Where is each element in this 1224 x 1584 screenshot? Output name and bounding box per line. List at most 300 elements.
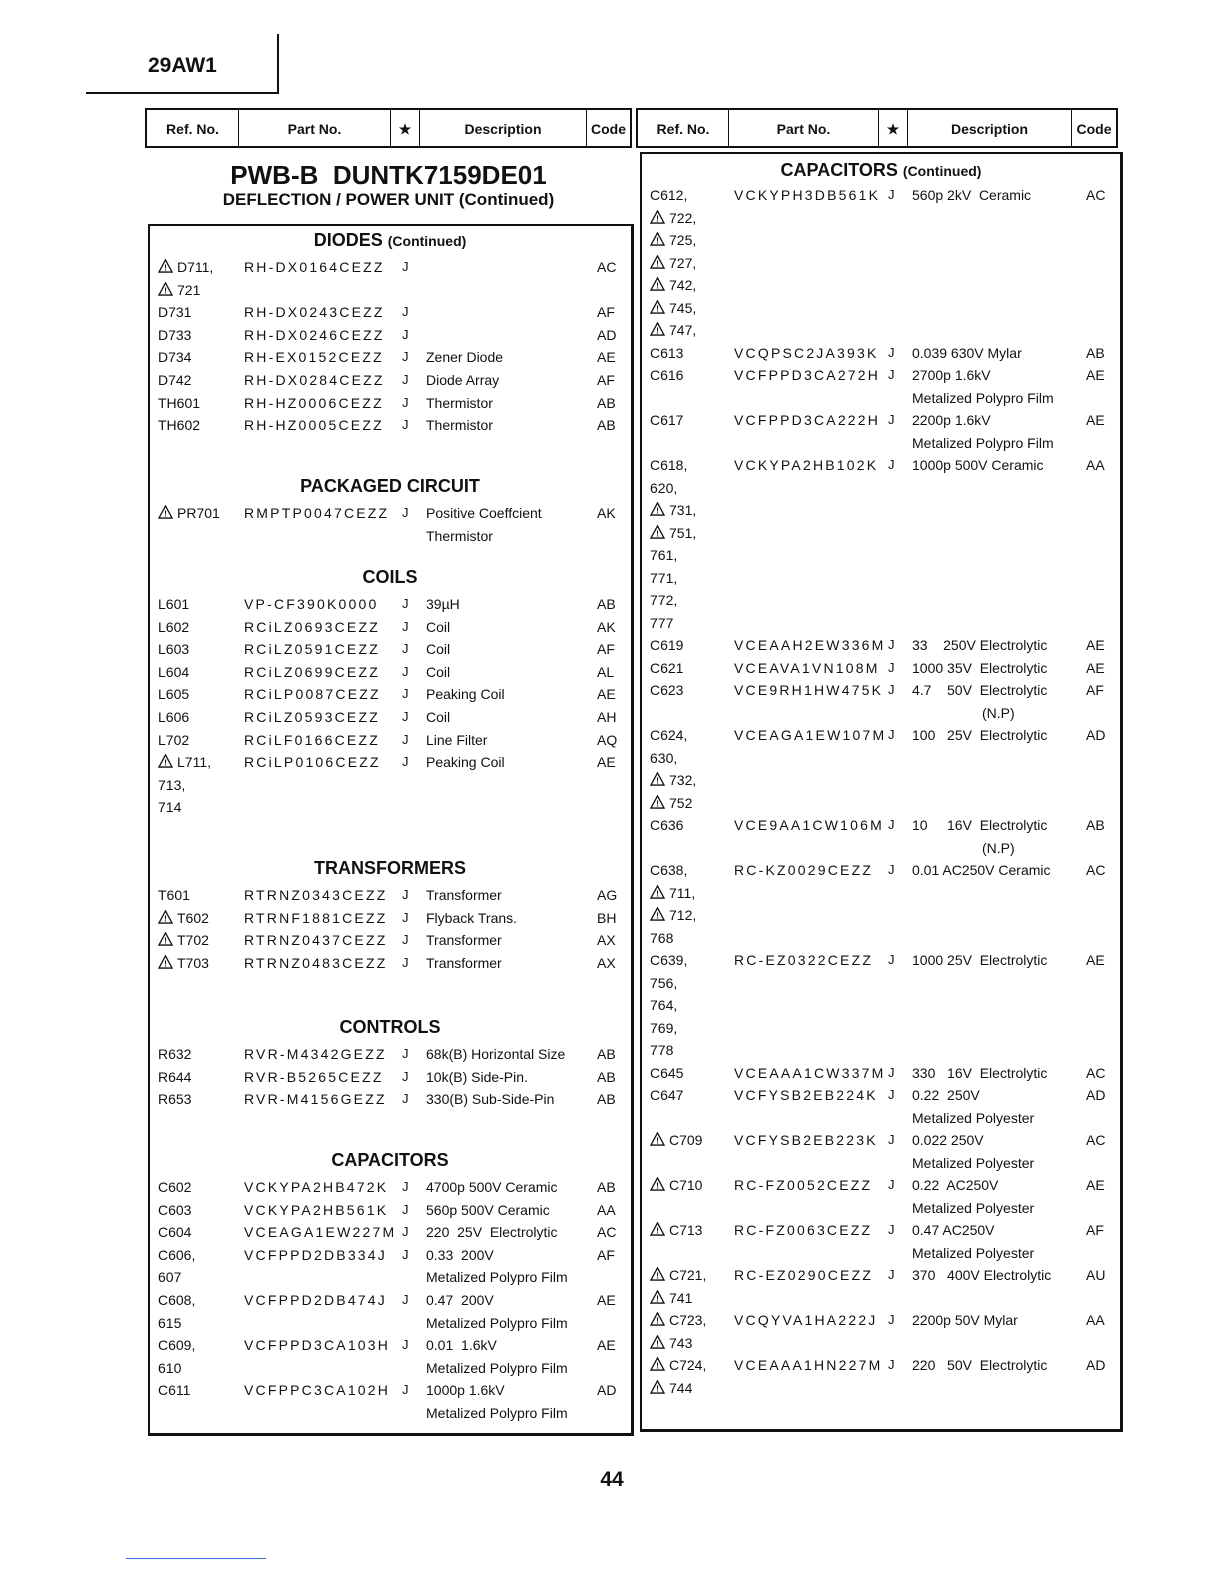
price-code: AK xyxy=(597,618,616,635)
rank-mark: J xyxy=(888,1177,895,1192)
header-ref-no: Ref. No. xyxy=(147,110,239,146)
table-row xyxy=(150,525,631,547)
rank-mark: J xyxy=(888,817,895,832)
rank-mark: J xyxy=(888,367,895,382)
unit-subtitle: DEFLECTION / POWER UNIT (Continued) xyxy=(222,190,555,209)
rank-mark: J xyxy=(402,1201,409,1217)
rank-mark: J xyxy=(402,954,409,970)
ref-no xyxy=(650,927,673,949)
rank-mark: J xyxy=(402,1246,409,1262)
table-row xyxy=(642,1219,1120,1241)
safety-warning-icon xyxy=(650,275,665,289)
ref-no xyxy=(650,904,696,926)
ref-no xyxy=(650,994,677,1016)
page-number: 44 xyxy=(600,1468,624,1491)
description: 68k(B) Horizontal Size xyxy=(426,1046,566,1062)
ref-no xyxy=(650,319,696,341)
rank-mark: J xyxy=(402,304,409,320)
rank-mark: J xyxy=(402,1337,409,1353)
ref-no-text: 714 xyxy=(158,799,182,816)
ref-no xyxy=(158,1334,195,1356)
ref-no xyxy=(158,1379,190,1401)
price-code: BH xyxy=(597,909,617,926)
description: Coil xyxy=(426,663,451,680)
ref-no-text: 620, xyxy=(650,479,678,496)
ref-no-text: 615 xyxy=(158,1314,182,1331)
safety-warning-icon xyxy=(650,1310,665,1324)
ref-no-text: C617 xyxy=(650,412,684,428)
description: Metalized Polyester xyxy=(912,1109,1035,1126)
ref-no xyxy=(650,1264,706,1286)
table-row xyxy=(642,882,1120,904)
ref-no xyxy=(650,229,696,251)
rank-mark: J xyxy=(402,1068,409,1084)
ref-no xyxy=(650,1219,702,1241)
safety-warning-icon xyxy=(650,500,665,514)
ref-no-text: 732, xyxy=(669,772,697,788)
ref-no xyxy=(650,747,677,769)
svg-text:!: ! xyxy=(164,757,167,768)
ref-no-text: C624, xyxy=(650,727,688,743)
table-row xyxy=(642,702,1120,724)
description: 1000 35V Electrolytic xyxy=(912,659,1048,676)
table-row xyxy=(150,1088,631,1110)
part-no: VCEAVA1VN108M xyxy=(734,659,880,676)
rank-mark: J xyxy=(888,682,895,697)
ref-no xyxy=(650,544,677,566)
price-code: AF xyxy=(1086,682,1104,698)
rank-mark: J xyxy=(402,618,409,634)
table-row xyxy=(150,661,631,683)
rank-mark: J xyxy=(888,1357,895,1372)
table-row xyxy=(642,207,1120,229)
part-no: RC-EZ0290CEZZ xyxy=(734,1267,874,1283)
description: 560p 500V Ceramic xyxy=(426,1201,550,1218)
description: Peaking Coil xyxy=(426,686,505,703)
part-no: RCiLZ0591CEZZ xyxy=(244,641,380,658)
ref-no xyxy=(650,814,683,836)
ref-no xyxy=(650,1129,702,1151)
description: Transformer xyxy=(426,932,502,949)
ref-no-text: D742 xyxy=(158,372,192,388)
table-row xyxy=(642,747,1120,769)
price-code: AC xyxy=(1086,1064,1106,1081)
part-no: RCiLP0106CEZZ xyxy=(244,754,381,771)
ref-no xyxy=(158,593,189,615)
table-row xyxy=(642,477,1120,499)
description: 0.33 200V xyxy=(426,1246,494,1263)
ref-no xyxy=(650,477,677,499)
ref-no-text: C609, xyxy=(158,1337,196,1354)
ref-no xyxy=(158,369,191,391)
rank-mark: J xyxy=(888,727,895,742)
ref-no-text: 768 xyxy=(650,929,674,946)
ref-no-text: C603 xyxy=(158,1201,192,1218)
ref-no-text: C638, xyxy=(650,862,688,878)
ref-no-text: C611 xyxy=(158,1382,191,1399)
description: Diode Array xyxy=(426,372,500,388)
svg-text:!: ! xyxy=(656,258,659,269)
description: Metalized Polypro Film xyxy=(912,389,1054,406)
table-row xyxy=(150,952,631,974)
table-row xyxy=(642,297,1120,319)
table-row xyxy=(642,927,1120,949)
description: Zener Diode xyxy=(426,349,504,366)
ref-no xyxy=(650,364,683,386)
description: 2200p 1.6kV xyxy=(912,412,991,428)
rank-mark: J xyxy=(402,754,409,770)
price-code: AE xyxy=(597,754,616,771)
ref-no-text: 769, xyxy=(650,1019,678,1036)
table-row xyxy=(642,522,1120,544)
rank-mark: J xyxy=(402,394,409,410)
table-row xyxy=(150,279,631,301)
part-no: VCE9AA1CW106M xyxy=(734,817,884,833)
svg-text:!: ! xyxy=(164,508,167,519)
safety-warning-icon xyxy=(650,253,665,267)
section-title: CAPACITORS xyxy=(780,160,898,180)
part-no: RH-DX0284CEZZ xyxy=(244,372,385,388)
section-heading xyxy=(150,567,630,588)
price-code: AL xyxy=(597,663,615,680)
table-row xyxy=(642,994,1120,1016)
svg-text:!: ! xyxy=(164,262,167,273)
part-no: RVR-B5265CEZZ xyxy=(244,1068,384,1085)
safety-warning-icon xyxy=(650,230,665,244)
safety-warning-icon xyxy=(158,908,173,922)
part-no: VCEAAA1CW337M xyxy=(734,1064,886,1081)
description: (N.P) xyxy=(912,839,1015,856)
ref-no xyxy=(650,1354,706,1376)
table-row xyxy=(150,1289,631,1311)
description: Thermistor xyxy=(426,394,493,411)
section-suffix: (Continued) xyxy=(902,163,982,179)
svg-text:!: ! xyxy=(656,280,659,291)
section-title: DIODES xyxy=(313,230,383,250)
svg-text:!: ! xyxy=(164,935,167,946)
ref-no-text: C709 xyxy=(669,1132,703,1148)
part-no: RVR-M4342GEZZ xyxy=(244,1046,387,1062)
price-code: AB xyxy=(597,1068,616,1085)
ref-no-text: 741 xyxy=(669,1289,693,1306)
ref-no xyxy=(158,256,213,278)
ref-no-text: 607 xyxy=(158,1269,182,1286)
ref-no xyxy=(650,454,687,476)
section-heading xyxy=(150,1150,630,1171)
ref-no xyxy=(650,1174,702,1196)
price-code: AE xyxy=(1086,637,1105,653)
table-row xyxy=(642,972,1120,994)
table-row xyxy=(642,1152,1120,1174)
ref-no xyxy=(650,1332,692,1354)
ref-no-text: 752 xyxy=(669,794,693,811)
price-code: AD xyxy=(1086,727,1106,743)
left-parts-list xyxy=(148,224,634,1436)
part-no: RVR-M4156GEZZ xyxy=(244,1091,387,1108)
ref-no-text: 721 xyxy=(177,281,201,298)
table-row xyxy=(642,1039,1120,1061)
table-row xyxy=(642,724,1120,746)
description: 0.47 AC250V xyxy=(912,1222,995,1238)
ref-no-text: L603 xyxy=(158,641,190,658)
model-number: 29AW1 xyxy=(148,54,217,77)
table-row xyxy=(150,929,631,951)
part-no: VCKYPA2HB102K xyxy=(734,457,879,473)
section-title: COILS xyxy=(362,567,418,587)
description: 0.47 200V xyxy=(426,1292,494,1308)
part-no: RCiLF0166CEZZ xyxy=(244,731,380,748)
rank-mark: J xyxy=(402,1224,409,1240)
ref-no-text: 630, xyxy=(650,749,678,766)
ref-no xyxy=(158,1176,191,1198)
ref-no xyxy=(158,502,220,524)
section-heading xyxy=(150,1017,630,1038)
svg-text:!: ! xyxy=(656,910,659,921)
ref-no-text: 761, xyxy=(650,547,678,563)
ref-no-text: C647 xyxy=(650,1087,684,1103)
description: Line Filter xyxy=(426,731,488,748)
price-code: AB xyxy=(597,1046,616,1062)
safety-warning-icon xyxy=(650,905,665,919)
description: Coil xyxy=(426,618,451,635)
rank-mark: J xyxy=(402,596,409,611)
rank-mark: J xyxy=(888,1087,895,1102)
rank-mark: J xyxy=(402,686,409,702)
section-title: CAPACITORS xyxy=(331,1150,449,1170)
ref-no-text: 778 xyxy=(650,1042,674,1058)
ref-no xyxy=(650,612,673,634)
right-parts-list xyxy=(640,152,1123,1432)
ref-no-text: TH601 xyxy=(158,394,201,411)
ref-no xyxy=(650,252,696,274)
section-title: CONTROLS xyxy=(339,1017,441,1037)
svg-text:!: ! xyxy=(656,1383,659,1394)
part-no: RH-HZ0006CEZZ xyxy=(244,394,384,411)
price-code: AF xyxy=(597,372,615,388)
table-row xyxy=(150,751,631,773)
description: 0.22 250V xyxy=(912,1087,980,1103)
ref-no-text: C621 xyxy=(650,659,684,676)
price-code: AA xyxy=(1086,457,1105,473)
safety-warning-icon xyxy=(650,523,665,537)
table-row xyxy=(642,499,1120,521)
part-no: VP-CF390K0000 xyxy=(244,596,379,612)
safety-warning-icon xyxy=(650,1378,665,1392)
ref-no-text: T602 xyxy=(177,909,209,926)
price-code: AD xyxy=(1086,1087,1106,1103)
ref-no xyxy=(158,929,209,951)
description: 0.039 630V Mylar xyxy=(912,344,1022,361)
safety-warning-icon xyxy=(158,953,173,967)
header-code: Code xyxy=(591,121,626,137)
rank-mark: J xyxy=(888,1312,895,1327)
model-divider-vertical xyxy=(277,34,279,94)
ref-no-text: C602 xyxy=(158,1179,192,1195)
ref-no xyxy=(158,638,189,660)
table-row xyxy=(150,369,631,391)
part-no: RC-FZ0052CEZZ xyxy=(734,1177,873,1193)
table-row xyxy=(150,1402,631,1424)
safety-warning-icon xyxy=(158,257,173,271)
table-row xyxy=(642,229,1120,251)
ref-no-text: T703 xyxy=(177,954,209,971)
description: Transformer xyxy=(426,887,502,903)
part-no: RH-HZ0005CEZZ xyxy=(244,417,384,434)
safety-warning-icon xyxy=(158,503,173,517)
part-no: RC-KZ0029CEZZ xyxy=(734,862,874,878)
section-heading xyxy=(150,858,630,879)
svg-text:!: ! xyxy=(656,798,659,809)
part-no: RCiLZ0699CEZZ xyxy=(244,663,380,680)
price-code: AA xyxy=(597,1201,616,1218)
description: 330 16V Electrolytic xyxy=(912,1064,1048,1081)
part-no: VCKYPH3DB561K xyxy=(734,187,881,203)
rank-mark: J xyxy=(888,187,895,202)
svg-text:!: ! xyxy=(656,1360,659,1371)
ref-no-text: 610 xyxy=(158,1359,182,1376)
safety-warning-icon xyxy=(650,1175,665,1189)
part-no: VCFPPD2DB474J xyxy=(244,1292,387,1308)
part-no: VCEAAA1HN227M xyxy=(734,1357,883,1373)
table-row xyxy=(642,319,1120,341)
description: Metalized Polypro Film xyxy=(426,1314,568,1331)
table-row xyxy=(642,1017,1120,1039)
table-row xyxy=(642,1377,1120,1399)
description: 560p 2kV Ceramic xyxy=(912,187,1032,203)
ref-no-text: C623 xyxy=(650,682,684,698)
part-no: VCQPSC2JA393K xyxy=(734,344,879,361)
ref-no-text: C616 xyxy=(650,367,684,383)
description: 4.7 50V Electrolytic xyxy=(912,682,1048,698)
ref-no-text: C619 xyxy=(650,637,684,653)
section-heading xyxy=(150,476,630,497)
ref-no xyxy=(158,301,191,323)
price-code: AF xyxy=(597,1246,615,1263)
part-no: VCQYVA1HA222J xyxy=(734,1312,878,1328)
ref-no-text: C636 xyxy=(650,817,684,833)
part-no: VCFPPD3CA222H xyxy=(734,412,881,428)
rank-mark: J xyxy=(888,1064,895,1080)
description: 220 25V Electrolytic xyxy=(426,1224,558,1241)
price-code: AE xyxy=(1086,952,1105,968)
part-no: VCEAAH2EW336M xyxy=(734,637,886,653)
ref-no xyxy=(650,499,696,521)
description: 0.022 250V xyxy=(912,1132,984,1148)
ref-no xyxy=(158,1244,195,1266)
part-no: RTRNZ0343CEZZ xyxy=(244,887,388,903)
table-row xyxy=(642,634,1120,656)
ref-no xyxy=(650,1017,677,1039)
table-row xyxy=(150,706,631,728)
ref-no xyxy=(650,724,687,746)
description: Peaking Coil xyxy=(426,754,505,771)
rank-mark: J xyxy=(402,709,409,724)
svg-text:!: ! xyxy=(164,958,167,969)
table-row xyxy=(642,1062,1120,1084)
ref-no xyxy=(650,1062,683,1084)
ref-no xyxy=(650,657,683,679)
rank-mark: J xyxy=(888,412,895,427)
table-row xyxy=(150,324,631,346)
ref-no xyxy=(650,1377,692,1399)
section-heading xyxy=(642,160,1120,181)
ref-no xyxy=(650,184,687,206)
table-row xyxy=(642,1332,1120,1354)
left-table-header xyxy=(145,108,632,148)
right-table-header xyxy=(636,108,1118,148)
table-row xyxy=(150,301,631,323)
table-row xyxy=(150,502,631,524)
table-row xyxy=(150,1176,631,1198)
table-row xyxy=(642,274,1120,296)
rank-mark: J xyxy=(888,1222,895,1237)
description: Coil xyxy=(426,641,451,658)
price-code: AA xyxy=(1086,1312,1105,1328)
svg-text:!: ! xyxy=(656,775,659,786)
ref-no xyxy=(650,342,683,364)
ref-no xyxy=(650,522,696,544)
rank-mark: J xyxy=(402,372,409,387)
ref-no xyxy=(650,769,696,791)
ref-no-text: 712, xyxy=(669,907,697,923)
ref-no-text: C645 xyxy=(650,1064,684,1081)
rank-mark: J xyxy=(402,887,409,902)
svg-text:!: ! xyxy=(656,1225,659,1236)
price-code: AH xyxy=(597,709,617,725)
description: 330(B) Sub-Side-Pin xyxy=(426,1091,555,1108)
ref-no-text: 722, xyxy=(669,209,697,226)
table-row xyxy=(150,346,631,368)
ref-no-text: 764, xyxy=(650,997,678,1013)
rank-mark: J xyxy=(402,326,409,342)
table-row xyxy=(642,567,1120,589)
part-no: RTRNZ0483CEZZ xyxy=(244,954,388,971)
ref-no xyxy=(158,796,181,818)
ref-no xyxy=(158,884,190,906)
table-row xyxy=(642,949,1120,971)
safety-warning-icon xyxy=(650,1130,665,1144)
ref-no xyxy=(158,392,200,414)
price-code: AE xyxy=(1086,412,1105,428)
footer-rule xyxy=(126,1558,266,1559)
description: Metalized Polyester xyxy=(912,1199,1035,1216)
table-row xyxy=(642,454,1120,476)
ref-no xyxy=(650,297,696,319)
svg-text:!: ! xyxy=(656,1270,659,1281)
rank-mark: J xyxy=(402,641,409,657)
ref-no-text: L601 xyxy=(158,596,190,612)
ref-no xyxy=(650,882,695,904)
svg-text:!: ! xyxy=(164,285,167,296)
price-code: AU xyxy=(1086,1267,1106,1283)
price-code: AB xyxy=(1086,817,1105,833)
ref-no-text: L602 xyxy=(158,618,190,635)
ref-no xyxy=(158,324,191,346)
table-row xyxy=(150,593,631,615)
price-code: AB xyxy=(597,417,616,434)
part-no: RCiLZ0693CEZZ xyxy=(244,618,380,635)
ref-no-text: 743 xyxy=(669,1334,693,1351)
rank-mark: J xyxy=(888,862,895,877)
ref-no-text: C612, xyxy=(650,187,688,203)
ref-no xyxy=(650,634,683,656)
price-code: AE xyxy=(1086,367,1105,383)
table-row xyxy=(150,1221,631,1243)
section-title: PACKAGED CIRCUIT xyxy=(300,476,480,496)
ref-no xyxy=(650,207,696,229)
ref-no xyxy=(158,346,191,368)
price-code: AK xyxy=(597,505,616,521)
